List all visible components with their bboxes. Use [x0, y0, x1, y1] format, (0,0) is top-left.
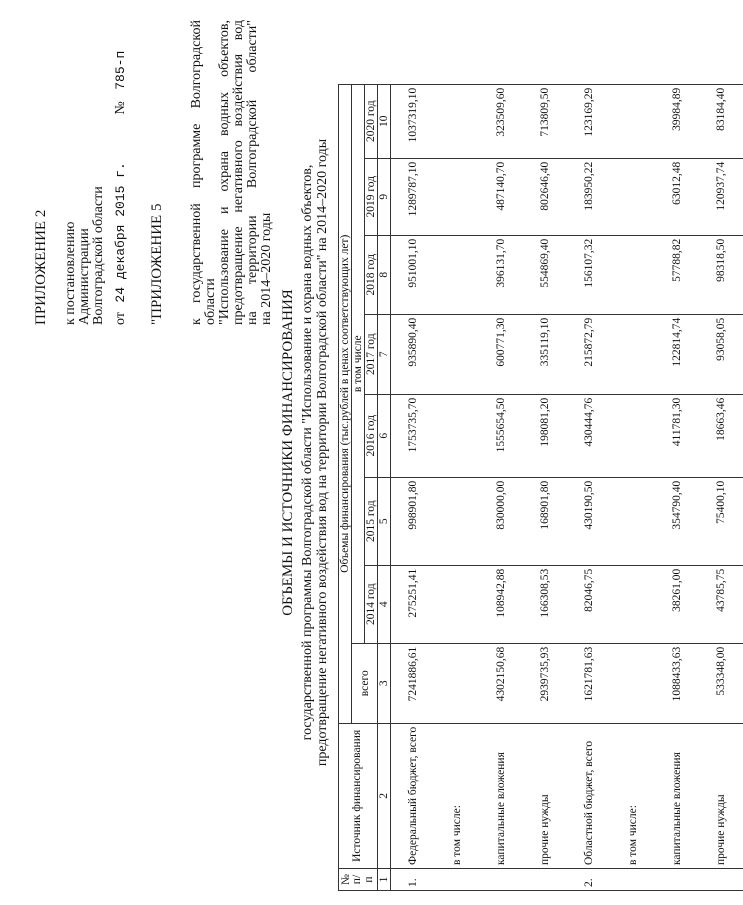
table-row: [567, 84, 611, 890]
program-reference: [190, 20, 274, 325]
row-year-value: 1555654,50: [479, 394, 523, 477]
row-total: 4302150,68: [479, 643, 523, 723]
row-number: 1.: [391, 869, 436, 891]
col-index: 5: [378, 477, 391, 565]
row-total: 533348,00: [699, 643, 743, 723]
row-number: 2.: [567, 869, 611, 891]
row-year-value: 168901,80: [523, 477, 567, 565]
row-year-value: [611, 565, 655, 643]
row-source: прочие нужды: [699, 723, 743, 868]
financing-table: [338, 84, 743, 891]
row-year-value: 183950,22: [567, 158, 611, 235]
row-number: [523, 869, 567, 891]
row-year-value: 63012,48: [655, 158, 699, 235]
row-year-value: 122814,74: [655, 314, 699, 394]
row-year-value: 802646,40: [523, 158, 567, 235]
row-year-value: 18663,46: [699, 394, 743, 477]
row-year-value: [435, 158, 479, 235]
table-row: [479, 84, 523, 890]
row-year-value: [435, 84, 479, 158]
row-year-value: 830000,00: [479, 477, 523, 565]
row-year-value: 38261,00: [655, 565, 699, 643]
date-value: 24 декабря 2015 г.: [113, 162, 128, 303]
col-index: 8: [378, 235, 391, 314]
row-number: [699, 869, 743, 891]
table-row: [699, 84, 743, 890]
row-total: 1621781,63: [567, 643, 611, 723]
table-row: [611, 84, 655, 890]
row-year-value: 215872,79: [567, 314, 611, 394]
col-index: 3: [378, 643, 391, 723]
row-year-value: 487140,70: [479, 158, 523, 235]
row-number: [655, 869, 699, 891]
row-year-value: 39984,89: [655, 84, 699, 158]
row-year-value: 75400,10: [699, 477, 743, 565]
col-index: 2: [378, 723, 391, 868]
resolution-line-2: Администрации: [77, 228, 92, 325]
col-index: 1: [378, 869, 391, 891]
row-year-value: 935890,40: [391, 314, 436, 394]
header-row-indices: [378, 84, 391, 890]
row-year-value: [611, 84, 655, 158]
row-year-value: 120937,74: [699, 158, 743, 235]
row-year-value: [435, 394, 479, 477]
program-line: предотвращение негативного воздействия вод: [231, 20, 246, 325]
header-row-1: [339, 84, 352, 890]
col-num-header: № п/п: [339, 869, 378, 891]
row-total: 7241886,61: [391, 643, 436, 723]
col-total-header: всего: [352, 643, 378, 723]
program-line: к государственной программе Волгоградской области: [189, 20, 218, 325]
row-year-value: 98318,50: [699, 235, 743, 314]
row-total: 2939735,93: [523, 643, 567, 723]
row-source: Федеральный бюджет, всего: [391, 723, 436, 868]
row-total: [611, 643, 655, 723]
number-sign: №: [113, 101, 128, 115]
row-year-value: 335119,10: [523, 314, 567, 394]
row-source: прочие нужды: [523, 723, 567, 868]
program-line: на 2014–2020 годы: [259, 212, 274, 325]
row-year-value: 108942,88: [479, 565, 523, 643]
row-source: Областной бюджет, всего: [567, 723, 611, 868]
row-year-value: 430444,76: [567, 394, 611, 477]
row-year-value: [611, 235, 655, 314]
row-year-value: 83184,40: [699, 84, 743, 158]
row-source: в том числе:: [611, 723, 655, 868]
row-year-value: [611, 314, 655, 394]
row-year-value: 1289787,10: [391, 158, 436, 235]
row-year-value: [611, 477, 655, 565]
year-header: 2018 год: [365, 235, 378, 314]
row-number: [435, 869, 479, 891]
col-volume-header: Объемы финансирования (тыс.рублей в ценах соответствующих лет): [339, 84, 352, 723]
row-year-value: [435, 314, 479, 394]
row-year-value: 430190,50: [567, 477, 611, 565]
table-row: [435, 84, 479, 890]
row-source: в том числе:: [435, 723, 479, 868]
row-year-value: [435, 235, 479, 314]
row-year-value: 82046,75: [567, 565, 611, 643]
row-year-value: [611, 158, 655, 235]
row-year-value: 411781,30: [655, 394, 699, 477]
row-year-value: [435, 565, 479, 643]
year-header: 2014 год: [365, 565, 378, 643]
row-year-value: 166308,53: [523, 565, 567, 643]
row-total: [435, 643, 479, 723]
row-year-value: 156107,32: [567, 235, 611, 314]
row-year-value: 123169,29: [567, 84, 611, 158]
col-index: 10: [378, 84, 391, 158]
program-line: на территории Волгоградской области": [245, 20, 260, 325]
year-header: 2016 год: [365, 394, 378, 477]
row-year-value: 198081,20: [523, 394, 567, 477]
date-line: [114, 51, 129, 325]
resolution-line-3: Волгоградской области: [91, 186, 106, 325]
document-number: 785-п: [113, 50, 128, 90]
page-title: ОБЪЕМЫ И ИСТОЧНИКИ ФИНАНСИРОВАНИЯ: [280, 289, 296, 616]
date-prefix: от: [113, 312, 128, 325]
col-source-header: Источник финансирования: [339, 723, 378, 868]
row-year-value: 275251,41: [391, 565, 436, 643]
table-row: [655, 84, 699, 890]
table-body: [391, 84, 743, 890]
year-header: 2015 год: [365, 477, 378, 565]
table-row: [391, 84, 436, 890]
title-line-3: предотвращение негативного воздействия вод на территории Волгоградской области" на 2014–2020 годы: [315, 138, 330, 767]
row-year-value: 396131,70: [479, 235, 523, 314]
col-index: 6: [378, 394, 391, 477]
year-header: 2020 год: [365, 84, 378, 158]
row-year-value: 1753735,70: [391, 394, 436, 477]
col-index: 7: [378, 314, 391, 394]
row-year-value: 57788,82: [655, 235, 699, 314]
row-source: капитальные вложения: [479, 723, 523, 868]
col-index: 4: [378, 565, 391, 643]
title-line-2: государственной программы Волгоградской области "Использование и охрана водных объектов,: [300, 164, 315, 741]
appendix2-heading: ПРИЛОЖЕНИЕ 2: [33, 209, 49, 325]
row-year-value: 323509,60: [479, 84, 523, 158]
row-year-value: 713809,50: [523, 84, 567, 158]
appendix5-heading: "ПРИЛОЖЕНИЕ 5: [149, 203, 165, 325]
row-number: [611, 869, 655, 891]
year-header: 2019 год: [365, 158, 378, 235]
row-source: капитальные вложения: [655, 723, 699, 868]
row-year-value: 998901,80: [391, 477, 436, 565]
program-line: "Использование и охрана водных объектов,: [217, 20, 232, 325]
row-year-value: 951001,10: [391, 235, 436, 314]
col-index: 9: [378, 158, 391, 235]
row-year-value: 43785,75: [699, 565, 743, 643]
table-row: [523, 84, 567, 890]
row-year-value: 600771,30: [479, 314, 523, 394]
year-header: 2017 год: [365, 314, 378, 394]
row-year-value: 93058,05: [699, 314, 743, 394]
row-year-value: [611, 394, 655, 477]
row-year-value: 1037319,10: [391, 84, 436, 158]
row-number: [479, 869, 523, 891]
row-total: 1088433,63: [655, 643, 699, 723]
row-year-value: 554869,40: [523, 235, 567, 314]
resolution-line-1: к постановлению: [63, 221, 78, 325]
row-year-value: [435, 477, 479, 565]
row-year-value: 354790,40: [655, 477, 699, 565]
col-including-header: в том числе: [352, 84, 365, 643]
